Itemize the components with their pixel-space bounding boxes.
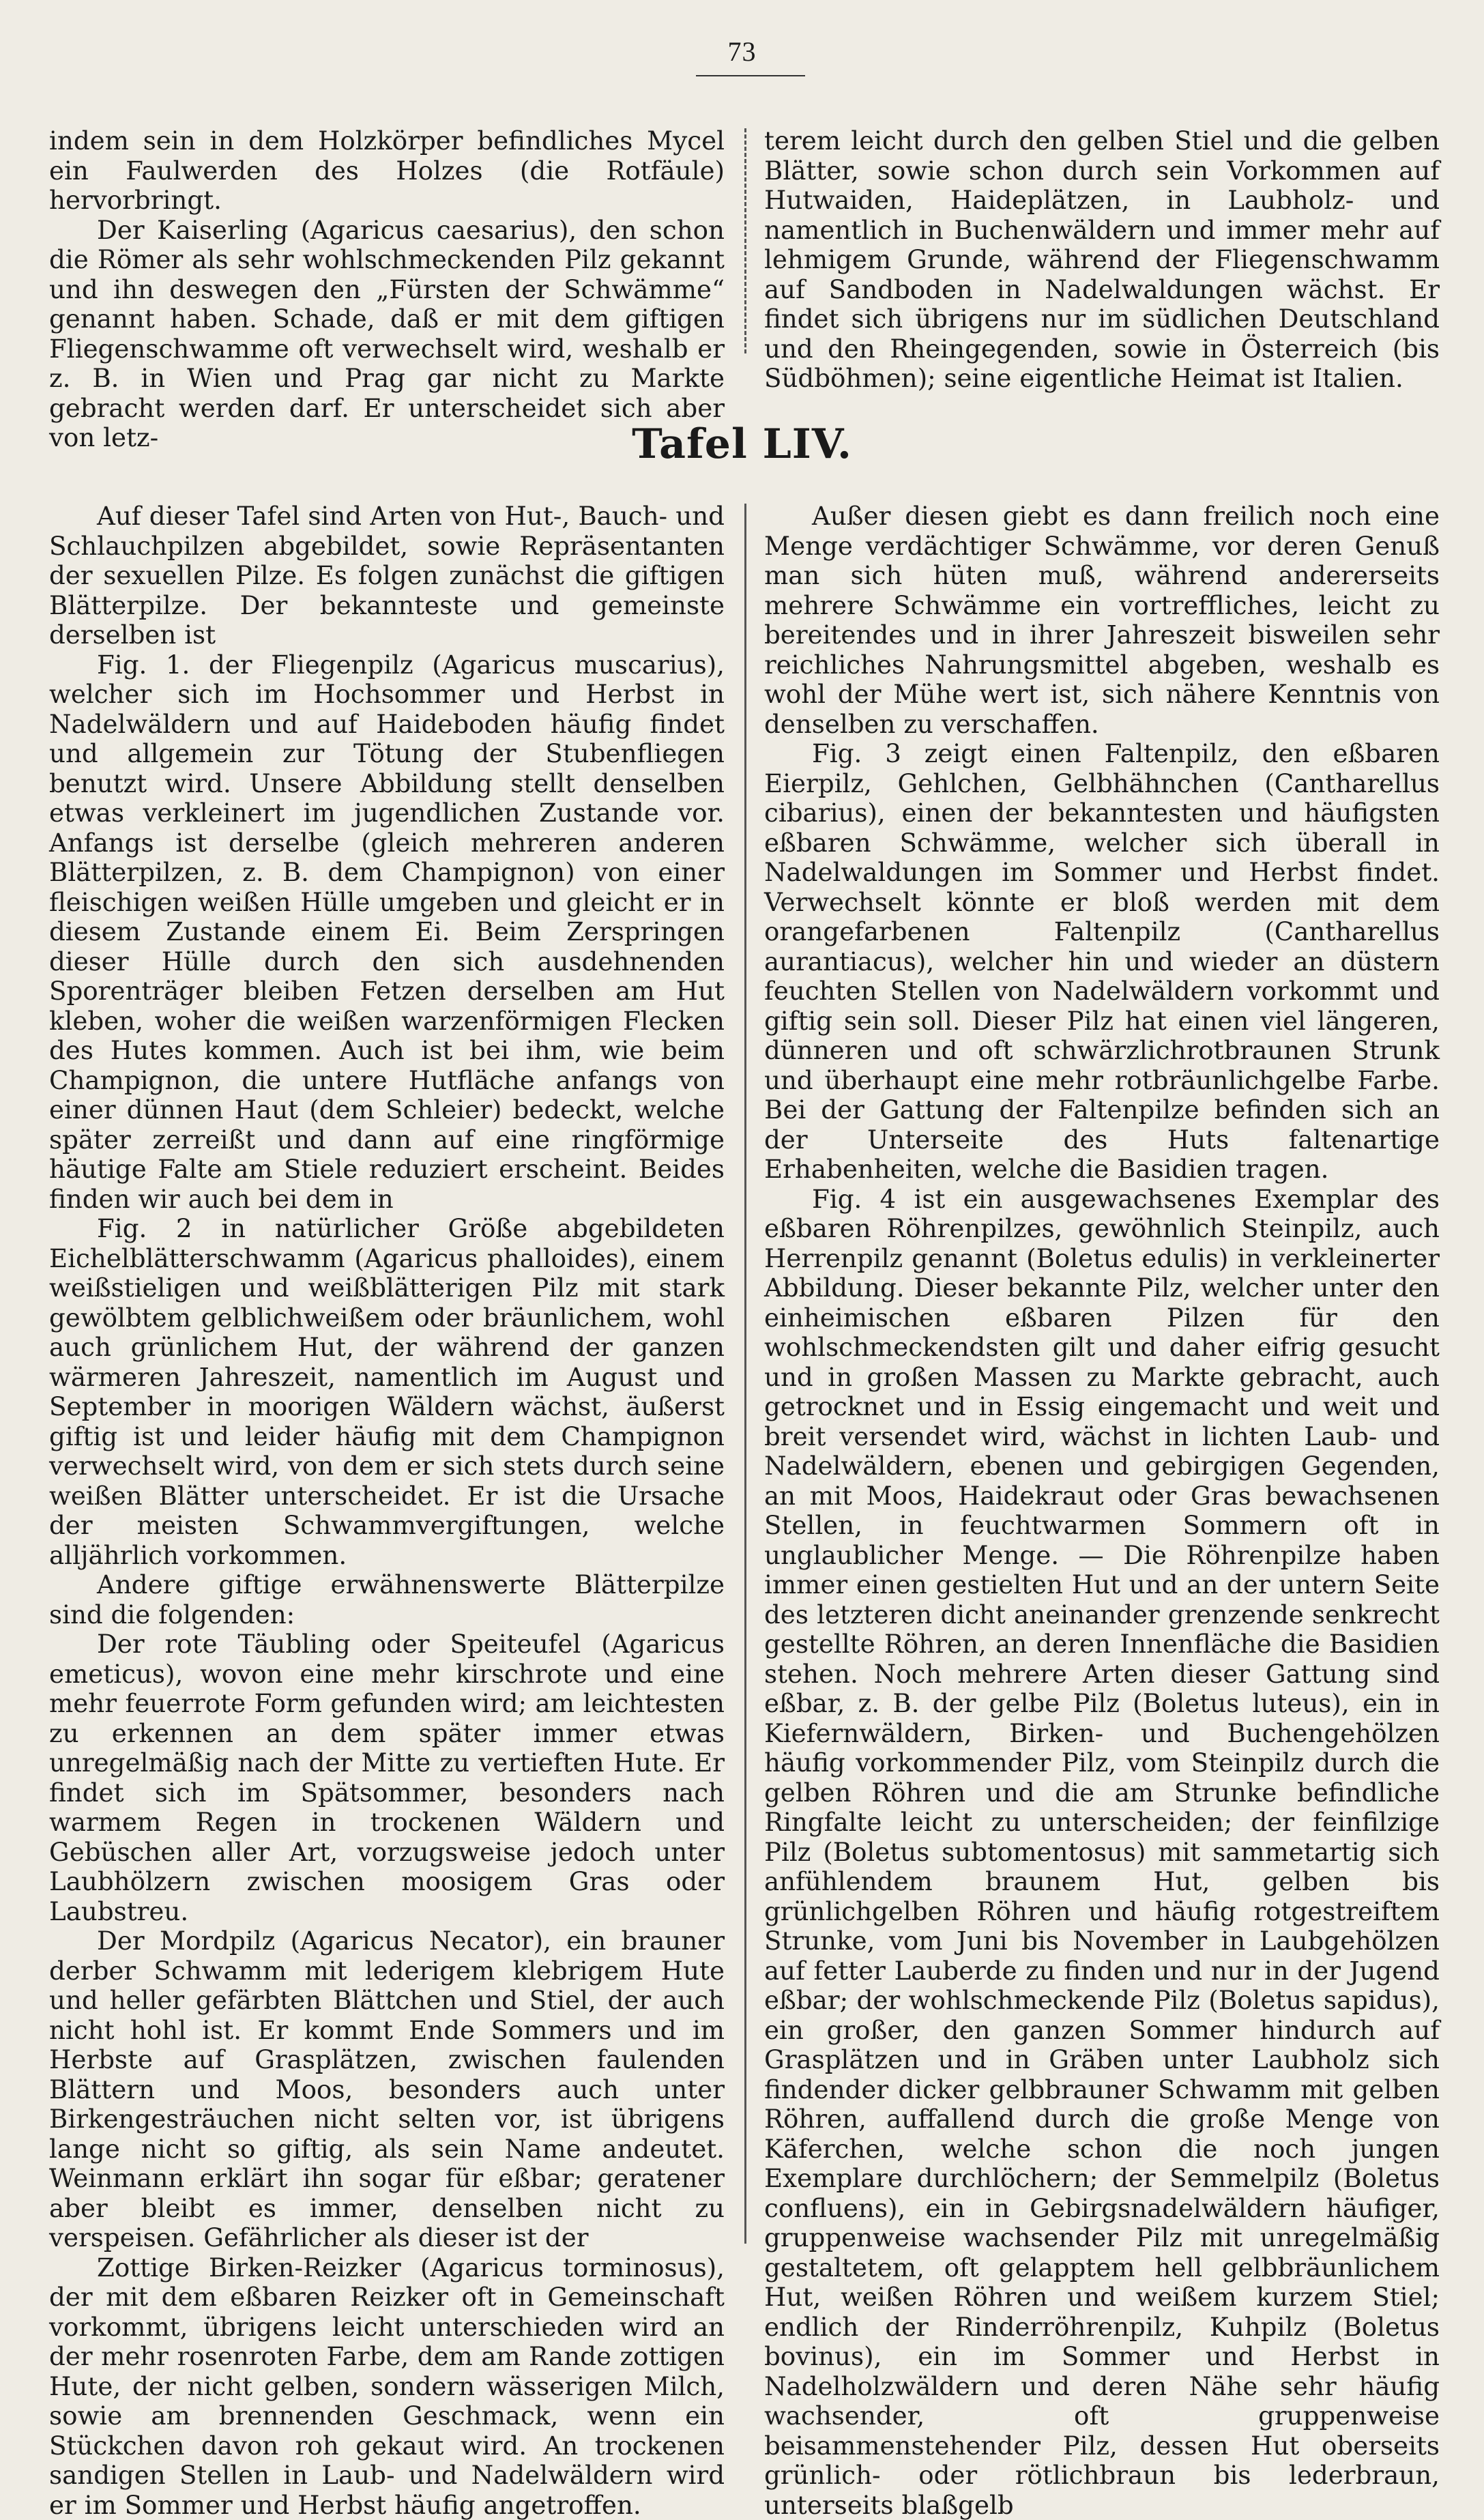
main-left-paragraph-6: Der Mordpilz (Agaricus Necator), ein brauner derber Schwamm mit lederigem klebrigem Hute und heller gefärbten Blättchen und Stiel, der auch nicht hohl ist. Er kommt Ende Sommers und im Herbste auf Grasplätzen, zwischen faulenden Blättern und Moos, besonders auch unter Birkengesträuchen nicht selten vor, ist übrigens lange nicht so giftig, als sein Name andeutet. Weinmann erklärt ihn sogar für eßbar; geratener aber bleibt es immer, denselben nicht zu verspeisen. Gefährlicher als dieser ist der [49,1926,725,2253]
section-title: Tafel LIV. [0,420,1484,468]
page-number: 73 [0,35,1484,68]
main-right-paragraph-3: Fig. 4 ist ein ausgewachsenes Exemplar des eßbaren Röhrenpilzes, gewöhnlich Steinpilz, auch Herrenpilz genannt (Boletus edulis) in verkleinerter Abbildung. Dieser bekannte Pilz, welcher unter den einheimischen eßbaren Pilzen für den wohlschmeckendsten gilt und daher eifrig gesucht und in großen Massen zu Markte gebracht, auch getrocknet und in Essig eingemacht und weit und breit versendet wird, wächst in lichten Laub- und Nadelwäldern, ebenen und gebirgigen Gegenden, an mit Moos, Haidekraut oder Gras bewachsenen Stellen, in feuchtwarmen Sommern oft in unglaublicher Menge. — Die Röhrenpilze haben immer einen gestielten Hut und an der untern Seite des letzteren dicht aneinander grenzende senkrecht gestellte Röhren, an deren Innenfläche die Basidien stehen. Noch mehrere Arten dieser Gattung sind eßbar, z. B. der gelbe Pilz (Boletus luteus), ein in Kiefernwäldern, Birken- und Buchengehölzen häufig vorkommender Pilz, vom Steinpilz durch die gelben Röhren und die am Strunke befindliche Ringfalte leicht zu unterscheiden; der feinfilzige Pilz (Boletus subtomentosus) mit sammetartig sich anfühlendem braunem Hut, gelben bis grünlichgelben Röhren und häufig rotgestreiftem Strunke, vom Juni bis November in Laubgehölzen auf fetter Lauberde zu finden und nur in der Jugend eßbar; der wohlschmeckende Pilz (Boletus sapidus), ein großer, den ganzen Sommer hindurch auf Grasplätzen und in Gräben unter Laubholz sich findender dicker gelbbrauner Schwamm mit gelben Röhren, auffallend durch die große Menge von Käferchen, welche schon die noch jungen Exemplare durchlöchern; der Semmelpilz (Boletus confluens), ein in Gebirgsnadelwäldern häufiger, gruppenweise wachsender Pilz mit unregelmäßig gestaltetem, oft gelapptem hell gelbbräunlichem Hut, weißen Röhren und weißem kurzem Stiel; endlich der Rinderröhrenpilz, Kuhpilz (Boletus bovinus), ein im Sommer und Herbst in Nadelholzwäldern und deren Nähe sehr häufig wachsender, oft gruppenweise beisammenstehender Pilz, dessen Hut oberseits grünlich- oder rötlichbraun bis lederbraun, unterseits blaßgelb [764,1185,1440,2520]
main-column-divider [744,504,746,2244]
main-left-paragraph-4: Andere giftige erwähnenswerte Blätterpilze sind die folgenden: [49,1570,725,1630]
main-left-paragraph-1: Auf dieser Tafel sind Arten von Hut-, Bauch- und Schlauchpilzen abgebildet, sowie Repräsentanten der sexuellen Pilze. Es folgen zunächst die giftigen Blätterpilze. Der bekannteste und gemeinste derselben ist [49,502,725,650]
page-number-rule [696,75,805,76]
main-right-column [764,502,1440,2248]
main-right-paragraph-1: Außer diesen giebt es dann freilich noch eine Menge verdächtiger Schwämme, vor deren Genuß man sich hüten muß, während andererseits mehrere Schwämme ein vortreffliches, leicht zu bereitendes und in ihrer Jahreszeit bisweilen sehr reichliches Nahrungsmittel abgeben, weshalb es wohl der Mühe wert ist, sich nähere Kenntnis von denselben zu verschaffen. [764,502,1440,739]
top-right-column [764,126,1440,386]
main-left-paragraph-2: Fig. 1. der Fliegenpilz (Agaricus muscarius), welcher sich im Hochsommer und Herbst in Nadelwäldern und auf Haideboden häufig findet und allgemein zur Tötung der Stubenfliegen benutzt wird. Unsere Abbildung stellt denselben etwas verkleinert im jugendlichen Zustande vor. Anfangs ist derselbe (gleich mehreren anderen Blätterpilzen, z. B. dem Champignon) von einer fleischigen weißen Hülle umgeben und gleicht er in diesem Zustande einem Ei. Beim Zerspringen dieser Hülle durch den sich ausdehnenden Sporenträger bleiben Fetzen derselben am Hut kleben, woher die weißen warzenförmigen Flecken des Hutes kommen. Auch ist bei ihm, wie beim Champignon, die untere Hutfläche anfangs von einer dünnen Haut (dem Schleier) bedeckt, welche später zerreißt und dann auf eine ringförmige häutige Falte am Stiele reduziert erscheint. Beides finden wir auch bei dem in [49,650,725,1215]
main-left-paragraph-7: Zottige Birken-Reizker (Agaricus torminosus), der mit dem eßbaren Reizker oft in Gemeinschaft vorkommt, übrigens leicht unterschieden wird an der mehr rosenroten Farbe, dem am Rande zottigen Hute, der nicht gelben, sondern wässerigen Milch, sowie am brennenden Geschmack, wenn ein Stückchen davon roh gekaut wird. An trockenen sandigen Stellen in Laub- und Nadelwäldern wird er im Sommer und Herbst häufig angetroffen. [49,2253,725,2520]
top-left-paragraph-2: Der Kaiserling (Agaricus caesarius), den schon die Römer als sehr wohlschmeckenden Pilz gekannt und ihn deswegen den „Fürsten der Schwämme“ genannt haben. Schade, daß er mit dem giftigen Fliegenschwamme oft verwechselt wird, weshalb er z. B. in Wien und Prag gar nicht zu Markte gebracht werden darf. Er unterscheidet sich aber von letz- [49,216,725,453]
top-left-paragraph-1: indem sein in dem Holzkörper befindliches Mycel ein Faulwerden des Holzes (die Rotfäule) hervorbringt. [49,126,725,216]
top-left-column [49,126,725,386]
main-right-paragraph-2: Fig. 3 zeigt einen Faltenpilz, den eßbaren Eierpilz, Gehlchen, Gelbhähnchen (Cantharellus cibarius), einen der bekanntesten und häufigsten eßbaren Schwämme, welcher sich überall in Nadelwaldungen im Sommer und Herbst findet. Verwechselt könnte er bloß werden mit dem orangefarbenen Faltenpilz (Cantharellus aurantiacus), welcher hin und wieder an düstern feuchten Stellen von Nadelwäldern vorkommt und giftig sein soll. Dieser Pilz hat einen viel längeren, dünneren und oft schwärzlichrotbraunen Strunk und überhaupt eine mehr rotbräunlichgelbe Farbe. Bei der Gattung der Faltenpilze befinden sich an der Unterseite des Huts faltenartige Erhabenheiten, welche die Basidien tragen. [764,739,1440,1185]
main-left-paragraph-5: Der rote Täubling oder Speiteufel (Agaricus emeticus), wovon eine mehr kirschrote und eine mehr feuerrote Form gefunden wird; am leichtesten zu erkennen an dem später immer etwas unregelmäßig nach der Mitte zu vertieften Hute. Er findet sich im Spätsommer, besonders nach warmem Regen in trockenen Wäldern und Gebüschen aller Art, vorzugsweise jedoch unter Laubhölzern zwischen moosigem Gras oder Laubstreu. [49,1630,725,1926]
main-left-paragraph-3: Fig. 2 in natürlicher Größe abgebildeten Eichelblätterschwamm (Agaricus phalloides), einem weißstieligen und weißblätterigen Pilz mit stark gewölbtem gelblichweißem oder bräunlichem, wohl auch grünlichem Hut, der während der ganzen wärmeren Jahreszeit, namentlich im August und September in moorigen Wäldern wächst, äußerst giftig ist und leider häufig mit dem Champignon verwechselt wird, von dem er sich stets durch seine weißen Blätter unterscheidet. Er ist die Ursache der meisten Schwammvergiftungen, welche alljährlich vorkommen. [49,1214,725,1570]
main-left-column [49,502,725,2248]
top-right-paragraph-1: terem leicht durch den gelben Stiel und die gelben Blätter, sowie schon durch sein Vorkommen auf Hutwaiden, Haideplätzen, in Laubholz- und namentlich in Buchenwäldern und immer mehr auf lehmigem Grunde, während der Fliegenschwamm auf Sandboden in Nadelwaldungen wächst. Er findet sich übrigens nur im südlichen Deutschland und den Rheingegenden, sowie in Österreich (bis Südböhmen); seine eigentliche Heimat ist Italien. [764,126,1440,394]
top-column-divider [744,128,746,353]
